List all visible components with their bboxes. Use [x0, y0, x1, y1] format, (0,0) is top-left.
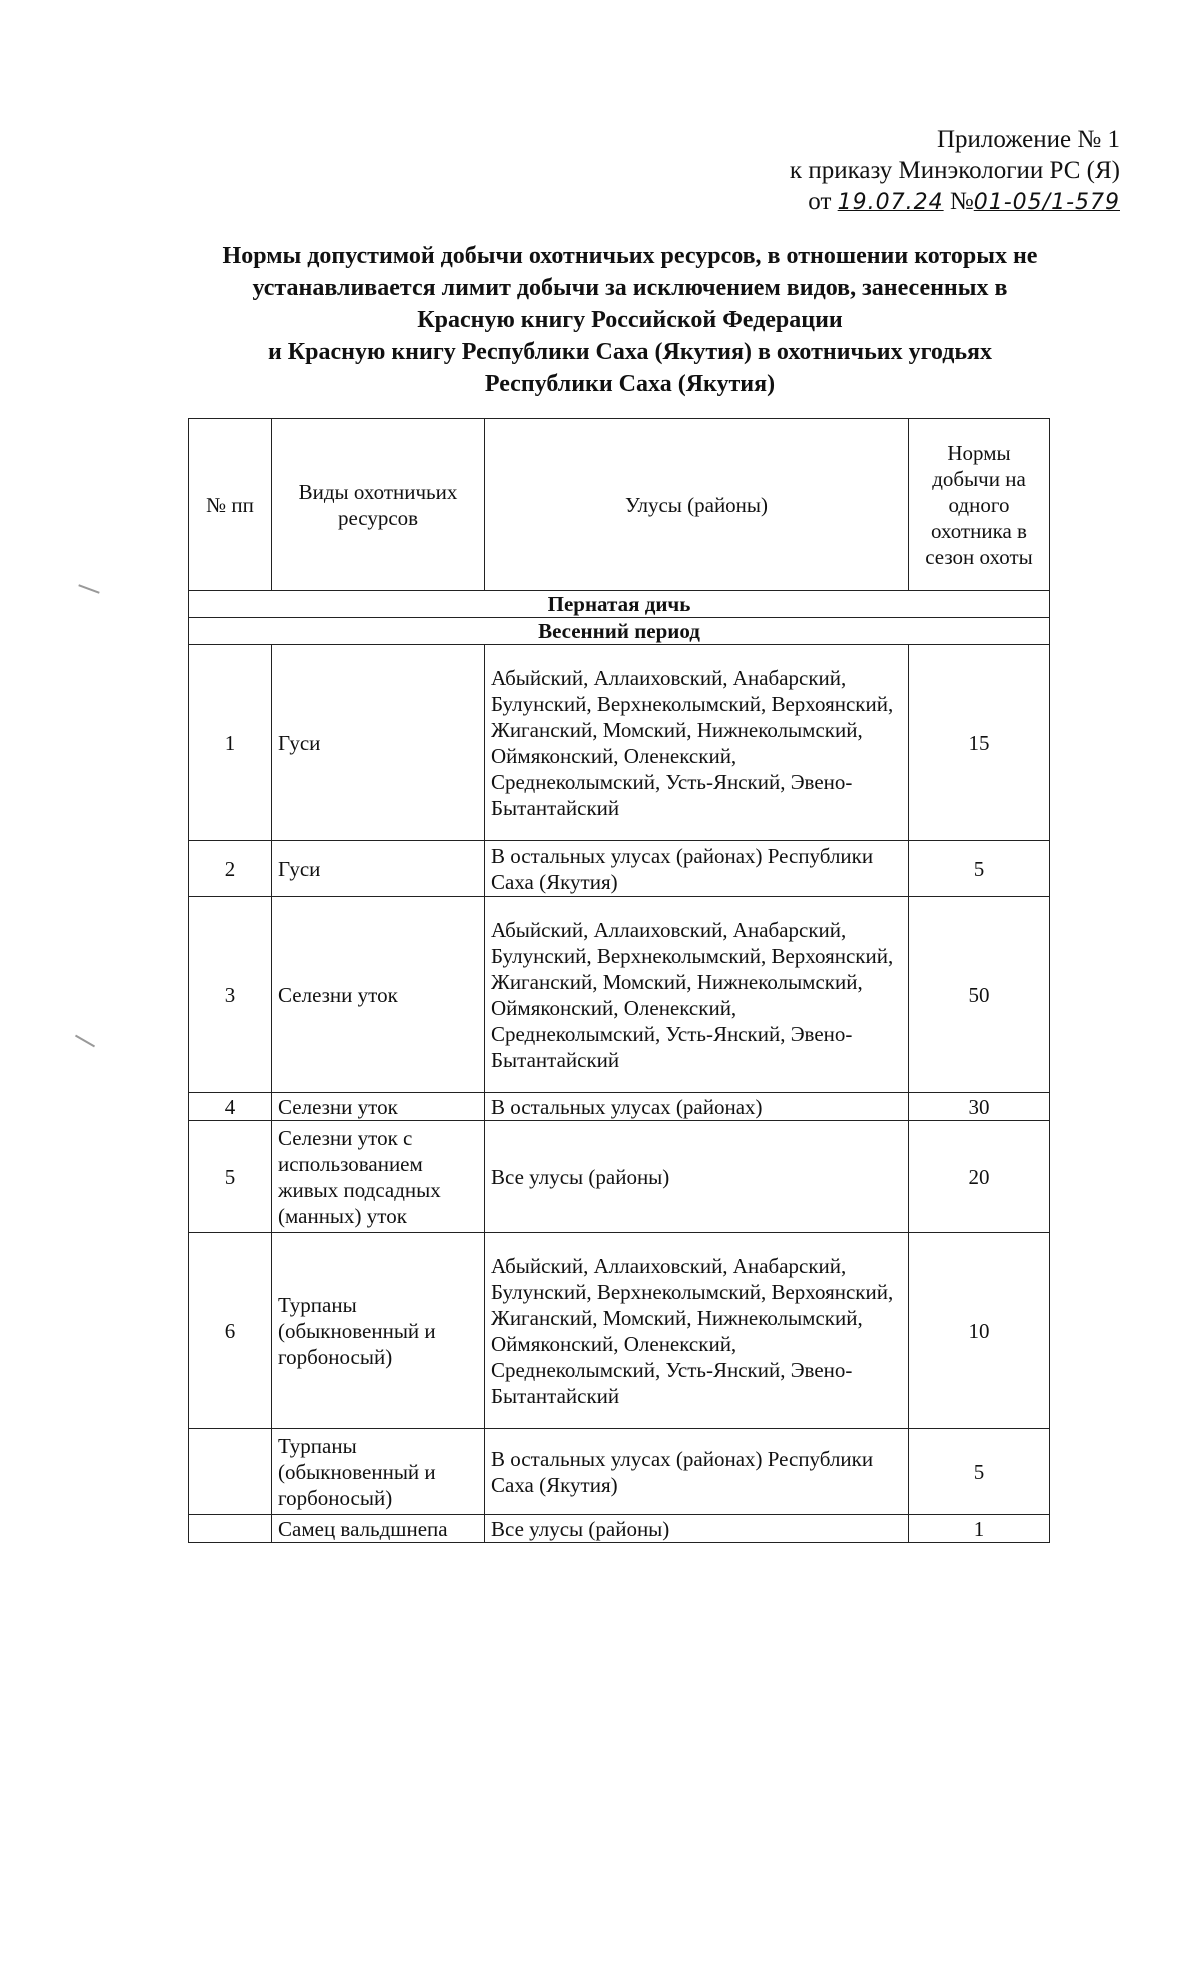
row-num: [189, 1429, 272, 1515]
row-districts: Все улусы (районы): [485, 1121, 909, 1233]
number-label: №: [949, 188, 974, 215]
table-header-row: [189, 419, 1050, 591]
header-resource: Виды охотничьих ресурсов: [272, 419, 485, 591]
date-prefix: от: [808, 188, 832, 215]
row-num: 4: [189, 1093, 272, 1121]
document-title: [150, 240, 1110, 400]
row-resource: Турпаны (обыкновенный и горбоносый): [272, 1429, 485, 1515]
row-districts: В остальных улусах (районах) Республики Саха (Якутия): [485, 1429, 909, 1515]
row-resource: Самец вальдшнепа: [272, 1515, 485, 1543]
row-norm: 15: [909, 645, 1050, 841]
row-norm: 30: [909, 1093, 1050, 1121]
subsection-title: Весенний период: [189, 618, 1050, 645]
order-date-number: [790, 186, 1120, 218]
row-norm: 10: [909, 1233, 1050, 1429]
title-line-4: и Красную книгу Республики Саха (Якутия) в охотничьих угодьях: [267, 339, 993, 365]
row-resource: Турпаны (обыкновенный и горбоносый): [272, 1233, 485, 1429]
section-row: [189, 618, 1050, 645]
row-norm: 5: [909, 841, 1050, 897]
table-row: [189, 841, 1050, 897]
row-resource: Селезни уток: [272, 897, 485, 1093]
handwritten-order-number: 01-05/1-579: [973, 190, 1120, 215]
appendix-header: [790, 124, 1120, 218]
handwritten-date: 19.07.24: [837, 190, 944, 215]
table-row: [189, 1121, 1050, 1233]
row-resource: Селезни уток: [272, 1093, 485, 1121]
row-resource: Гуси: [272, 645, 485, 841]
row-districts: Все улусы (районы): [485, 1515, 909, 1543]
row-num: 2: [189, 841, 272, 897]
scan-margin-mark: [75, 1035, 95, 1048]
table-row: [189, 645, 1050, 841]
row-districts: Абыйский, Аллаиховский, Анабарский, Булунский, Верхнеколымский, Верхоянский, Жиганский, Момский, Нижнеколымский, Оймяконский, Оленекский, Среднеколымский, Усть-Янский, Эвено-Бытантайский: [485, 1233, 909, 1429]
title-line-2: устанавливается лимит добычи за исключением видов, занесенных в: [252, 275, 1008, 301]
hunting-norms-table: [188, 418, 1050, 1543]
row-num: 6: [189, 1233, 272, 1429]
section-title: Пернатая дичь: [189, 591, 1050, 618]
row-resource: Гуси: [272, 841, 485, 897]
title-line-1: Нормы допустимой добычи охотничьих ресурсов, в отношении которых не: [222, 243, 1038, 269]
header-num: № пп: [189, 419, 272, 591]
title-line-3: Красную книгу Российской Федерации: [417, 307, 843, 333]
row-num: 5: [189, 1121, 272, 1233]
row-num: 1: [189, 645, 272, 841]
row-resource: Селезни уток с использованием живых подсадных (манных) уток: [272, 1121, 485, 1233]
table-row: [189, 1429, 1050, 1515]
table-row: [189, 1515, 1050, 1543]
row-districts: Абыйский, Аллаиховский, Анабарский, Булунский, Верхнеколымский, Верхоянский, Жиганский, Момский, Нижнеколымский, Оймяконский, Оленекский, Среднеколымский, Усть-Янский, Эвено-Бытантайский: [485, 645, 909, 841]
section-row: [189, 591, 1050, 618]
row-norm: 5: [909, 1429, 1050, 1515]
row-num: [189, 1515, 272, 1543]
header-districts: Улусы (районы): [485, 419, 909, 591]
row-districts: В остальных улусах (районах): [485, 1093, 909, 1121]
row-norm: 50: [909, 897, 1050, 1093]
table-row: [189, 1093, 1050, 1121]
appendix-number: Приложение № 1: [936, 126, 1120, 153]
table-row: [189, 897, 1050, 1093]
row-norm: 1: [909, 1515, 1050, 1543]
title-line-5: Республики Саха (Якутия): [484, 371, 776, 397]
table-row: [189, 1233, 1050, 1429]
header-norm: Нормы добычи на одного охотника в сезон охоты: [909, 419, 1050, 591]
row-districts: Абыйский, Аллаиховский, Анабарский, Булунский, Верхнеколымский, Верхоянский, Жиганский, Момский, Нижнеколымский, Оймяконский, Оленекский, Среднеколымский, Усть-Янский, Эвено-Бытантайский: [485, 897, 909, 1093]
row-num: 3: [189, 897, 272, 1093]
row-norm: 20: [909, 1121, 1050, 1233]
scan-margin-mark: [78, 584, 99, 593]
order-reference: к приказу Минэкологии РС (Я): [789, 157, 1120, 184]
row-districts: В остальных улусах (районах) Республики Саха (Якутия): [485, 841, 909, 897]
